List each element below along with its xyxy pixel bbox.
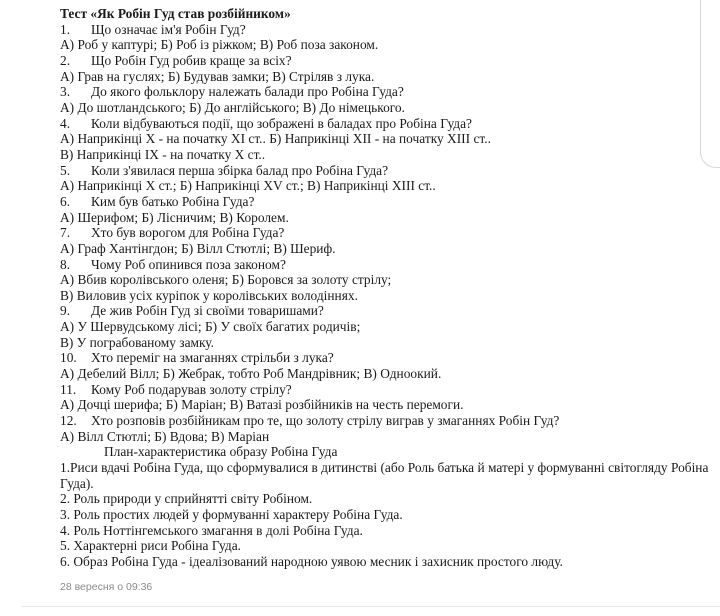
answer-line: А) Вілл Стютлі; Б) Вдова; В) Маріан xyxy=(60,428,270,444)
answer-line: А) У Шервудському лісі; Б) У своїх багатих родичів; xyxy=(60,319,361,335)
question-text: Коли відбуваються події, що зображені в баладах про Робіна Гуда? xyxy=(91,115,473,131)
answer-line: А) Шерифом; Б) Лісничим; В) Королем. xyxy=(60,209,289,225)
question-text: Кому Роб подарував золоту стрілу? xyxy=(91,381,292,397)
question-number: 6. xyxy=(60,193,71,209)
divider xyxy=(22,606,720,607)
question-text: Ким був батько Робіна Гуда? xyxy=(91,193,255,209)
question-4 xyxy=(60,116,715,132)
question-10 xyxy=(60,350,715,366)
question-3 xyxy=(60,84,715,100)
plan-heading: План-характеристика образу Робіна Гуда xyxy=(104,444,338,460)
plan-item: 4. Роль Ноттінгемського змагання в долі Робіна Гуда. xyxy=(60,522,363,538)
question-number: 8. xyxy=(60,256,71,272)
answer-line: А) Роб у каптурі; Б) Роб із ріжком; В) Роб поза законом. xyxy=(60,37,379,53)
answer-line: А) Дебелий Вілл; Б) Жебрак, тобто Роб Мандрівник; В) Одноокий. xyxy=(60,366,442,382)
plan-item: 1.Риси вдачі Робіна Гуда, що сформувалися в дитинстві (або Роль батька й матері у формуванні світогляду Робіна Гуда). xyxy=(60,460,709,491)
question-text: Що означає ім'я Робін Гуд? xyxy=(91,21,246,37)
plan-list xyxy=(60,460,715,570)
question-number: 2. xyxy=(60,52,71,68)
question-text: Коли з'явилася перша збірка балад про Робіна Гуда? xyxy=(91,162,389,178)
question-text: Хто був ворогом для Робіна Гуда? xyxy=(91,225,285,241)
answer-line: А) Наприкінці X - на початку XI ст.. Б) Наприкінці XII - на початку XIII ст.. xyxy=(60,131,491,147)
answer-line: А) До шотландського; Б) До англійського; В) До німецького. xyxy=(60,99,405,115)
question-2 xyxy=(60,53,715,69)
document-body xyxy=(60,6,715,570)
answer-line: А) Граф Хантінгдон; Б) Вілл Стютлі; В) Шериф. xyxy=(60,240,336,256)
plan-item: 2. Роль природи у сприйнятті світу Робіном. xyxy=(60,491,313,507)
answer-line: А) Грав на гуслях; Б) Будував замки; В) Стріляв з лука. xyxy=(60,68,375,84)
questions-list xyxy=(60,22,715,445)
question-number: 3. xyxy=(60,84,71,100)
plan-item: 5. Характерні риси Робіна Гуда. xyxy=(60,538,242,554)
plan-item: 3. Роль простих людей у формуванні характеру Робіна Гуда. xyxy=(60,507,403,522)
question-text: Що Робін Гуд робив краще за всіх? xyxy=(91,52,292,68)
question-text: Де жив Робін Гуд зі своїми товаришами? xyxy=(91,303,324,319)
question-number: 11. xyxy=(60,381,77,397)
plan-item: 6. Образ Робіна Гуда - ідеалізований народною уявою месник і захисник простого люду. xyxy=(60,553,563,569)
question-6 xyxy=(60,194,715,210)
question-text: До якого фольклору належать балади про Робіна Гуда? xyxy=(91,84,404,100)
question-text: Чому Роб опинився поза законом? xyxy=(91,256,286,272)
answer-line: А) Дочці шерифа; Б) Маріан; В) Ватазі розбійників на честь перемоги. xyxy=(60,397,464,413)
question-text: Хто переміг на змаганнях стрільби з лука? xyxy=(91,350,334,366)
question-number: 10. xyxy=(60,350,77,366)
message-timestamp: 28 вересня о 09:36 xyxy=(60,581,153,593)
question-number: 5. xyxy=(60,162,71,178)
question-11 xyxy=(60,382,715,398)
answer-line: А) Вбив королівського оленя; Б) Боровся за золоту стрілу; xyxy=(60,272,392,288)
answer-line: В) Наприкінці IX - на початку X ст.. xyxy=(60,146,266,162)
question-9 xyxy=(60,303,715,319)
question-8 xyxy=(60,257,715,273)
answer-line: В) Виловив усіх куріпок у королівських володіннях. xyxy=(60,287,358,303)
question-number: 4. xyxy=(60,115,71,131)
question-number: 9. xyxy=(60,303,71,319)
question-5 xyxy=(60,163,715,179)
question-text: Хто розповів розбійникам про те, що золоту стрілу виграв у змаганнях Робін Гуд? xyxy=(91,413,560,429)
question-number: 7. xyxy=(60,225,71,241)
answer-line: В) У пограбованому замку. xyxy=(60,334,215,350)
test-title: Тест «Як Робін Гуд став розбійником» xyxy=(60,6,291,21)
question-1 xyxy=(60,22,715,38)
answer-line: А) Наприкінці X ст.; Б) Наприкінці XV ст.; В) Наприкінці XIII ст.. xyxy=(60,178,436,194)
question-12 xyxy=(60,413,715,429)
question-7 xyxy=(60,225,715,241)
question-number: 1. xyxy=(60,21,71,37)
question-number: 12. xyxy=(60,413,77,429)
